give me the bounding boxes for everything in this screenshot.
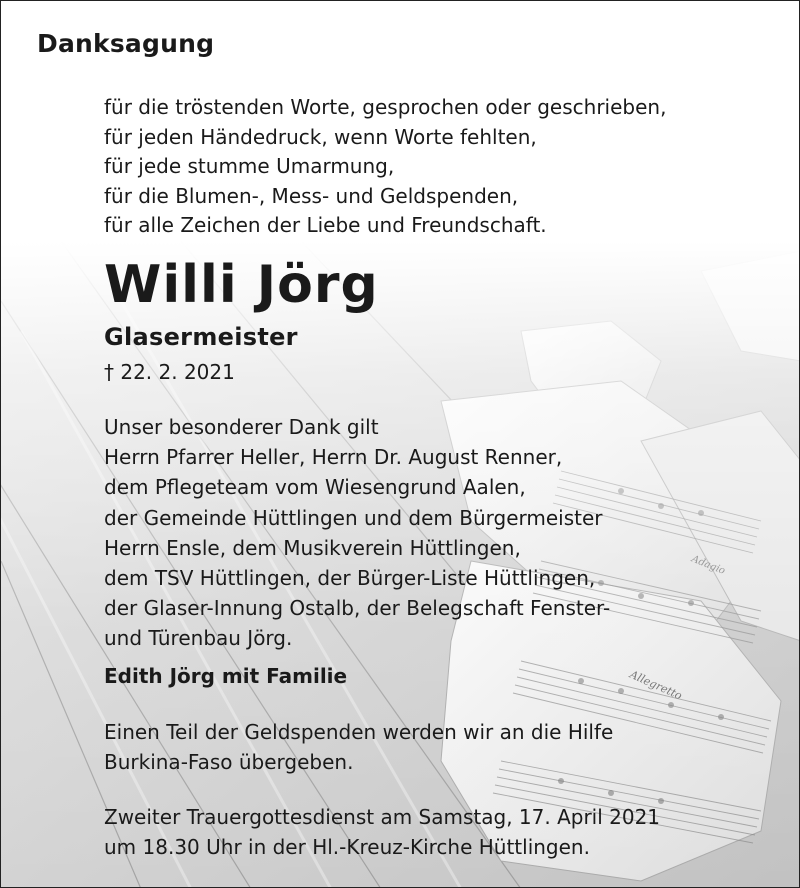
- thanks-line: Herrn Ensle, dem Musikverein Hüttlingen,: [104, 535, 521, 560]
- service-line: um 18.30 Uhr in der Hl.-Kreuz-Kirche Hüttlingen.: [104, 835, 590, 859]
- deceased-profession: Glasermeister: [104, 323, 298, 351]
- donation-line: Einen Teil der Geldspenden werden wir an die Hilfe: [104, 720, 614, 744]
- death-date: † 22. 2. 2021: [104, 360, 235, 384]
- poem-line: für die tröstenden Worte, gesprochen oder geschrieben,: [104, 95, 667, 119]
- obituary-content: [1, 1, 800, 888]
- thanks-line: dem Pflegeteam vom Wiesengrund Aalen,: [104, 475, 526, 500]
- poem-line: für alle Zeichen der Liebe und Freundschaft.: [104, 213, 547, 237]
- service-note: [104, 802, 794, 862]
- poem-line: für die Blumen-, Mess- und Geldspenden,: [104, 183, 519, 208]
- donation-line: Burkina-Faso übergeben.: [104, 750, 354, 774]
- donation-note: [104, 717, 794, 777]
- page-title: Danksagung: [37, 29, 215, 58]
- poem-block: [104, 93, 794, 241]
- deceased-name: Willi Jörg: [104, 255, 379, 315]
- poem-line: für jede stumme Umarmung,: [104, 154, 395, 178]
- poem-line: für jeden Händedruck, wenn Worte fehlten,: [104, 124, 537, 149]
- service-line: Zweiter Trauergottesdienst am Samstag, 17. April 2021: [104, 805, 661, 829]
- thanks-line: der Glaser-Innung Ostalb, der Belegschaft Fenster-: [104, 596, 611, 621]
- family-signature: Edith Jörg mit Familie: [104, 664, 348, 688]
- thanks-line: der Gemeinde Hüttlingen und dem Bürgermeister: [104, 505, 603, 530]
- thanks-line: dem TSV Hüttlingen, der Bürger-Liste Hüttlingen,: [104, 566, 596, 591]
- thanks-block: [104, 412, 794, 654]
- thanks-line: Unser besonderer Dank gilt: [104, 415, 379, 439]
- thanks-line: Herrn Pfarrer Heller, Herrn Dr. August Renner,: [104, 445, 563, 470]
- thanks-line: und Türenbau Jörg.: [104, 626, 293, 651]
